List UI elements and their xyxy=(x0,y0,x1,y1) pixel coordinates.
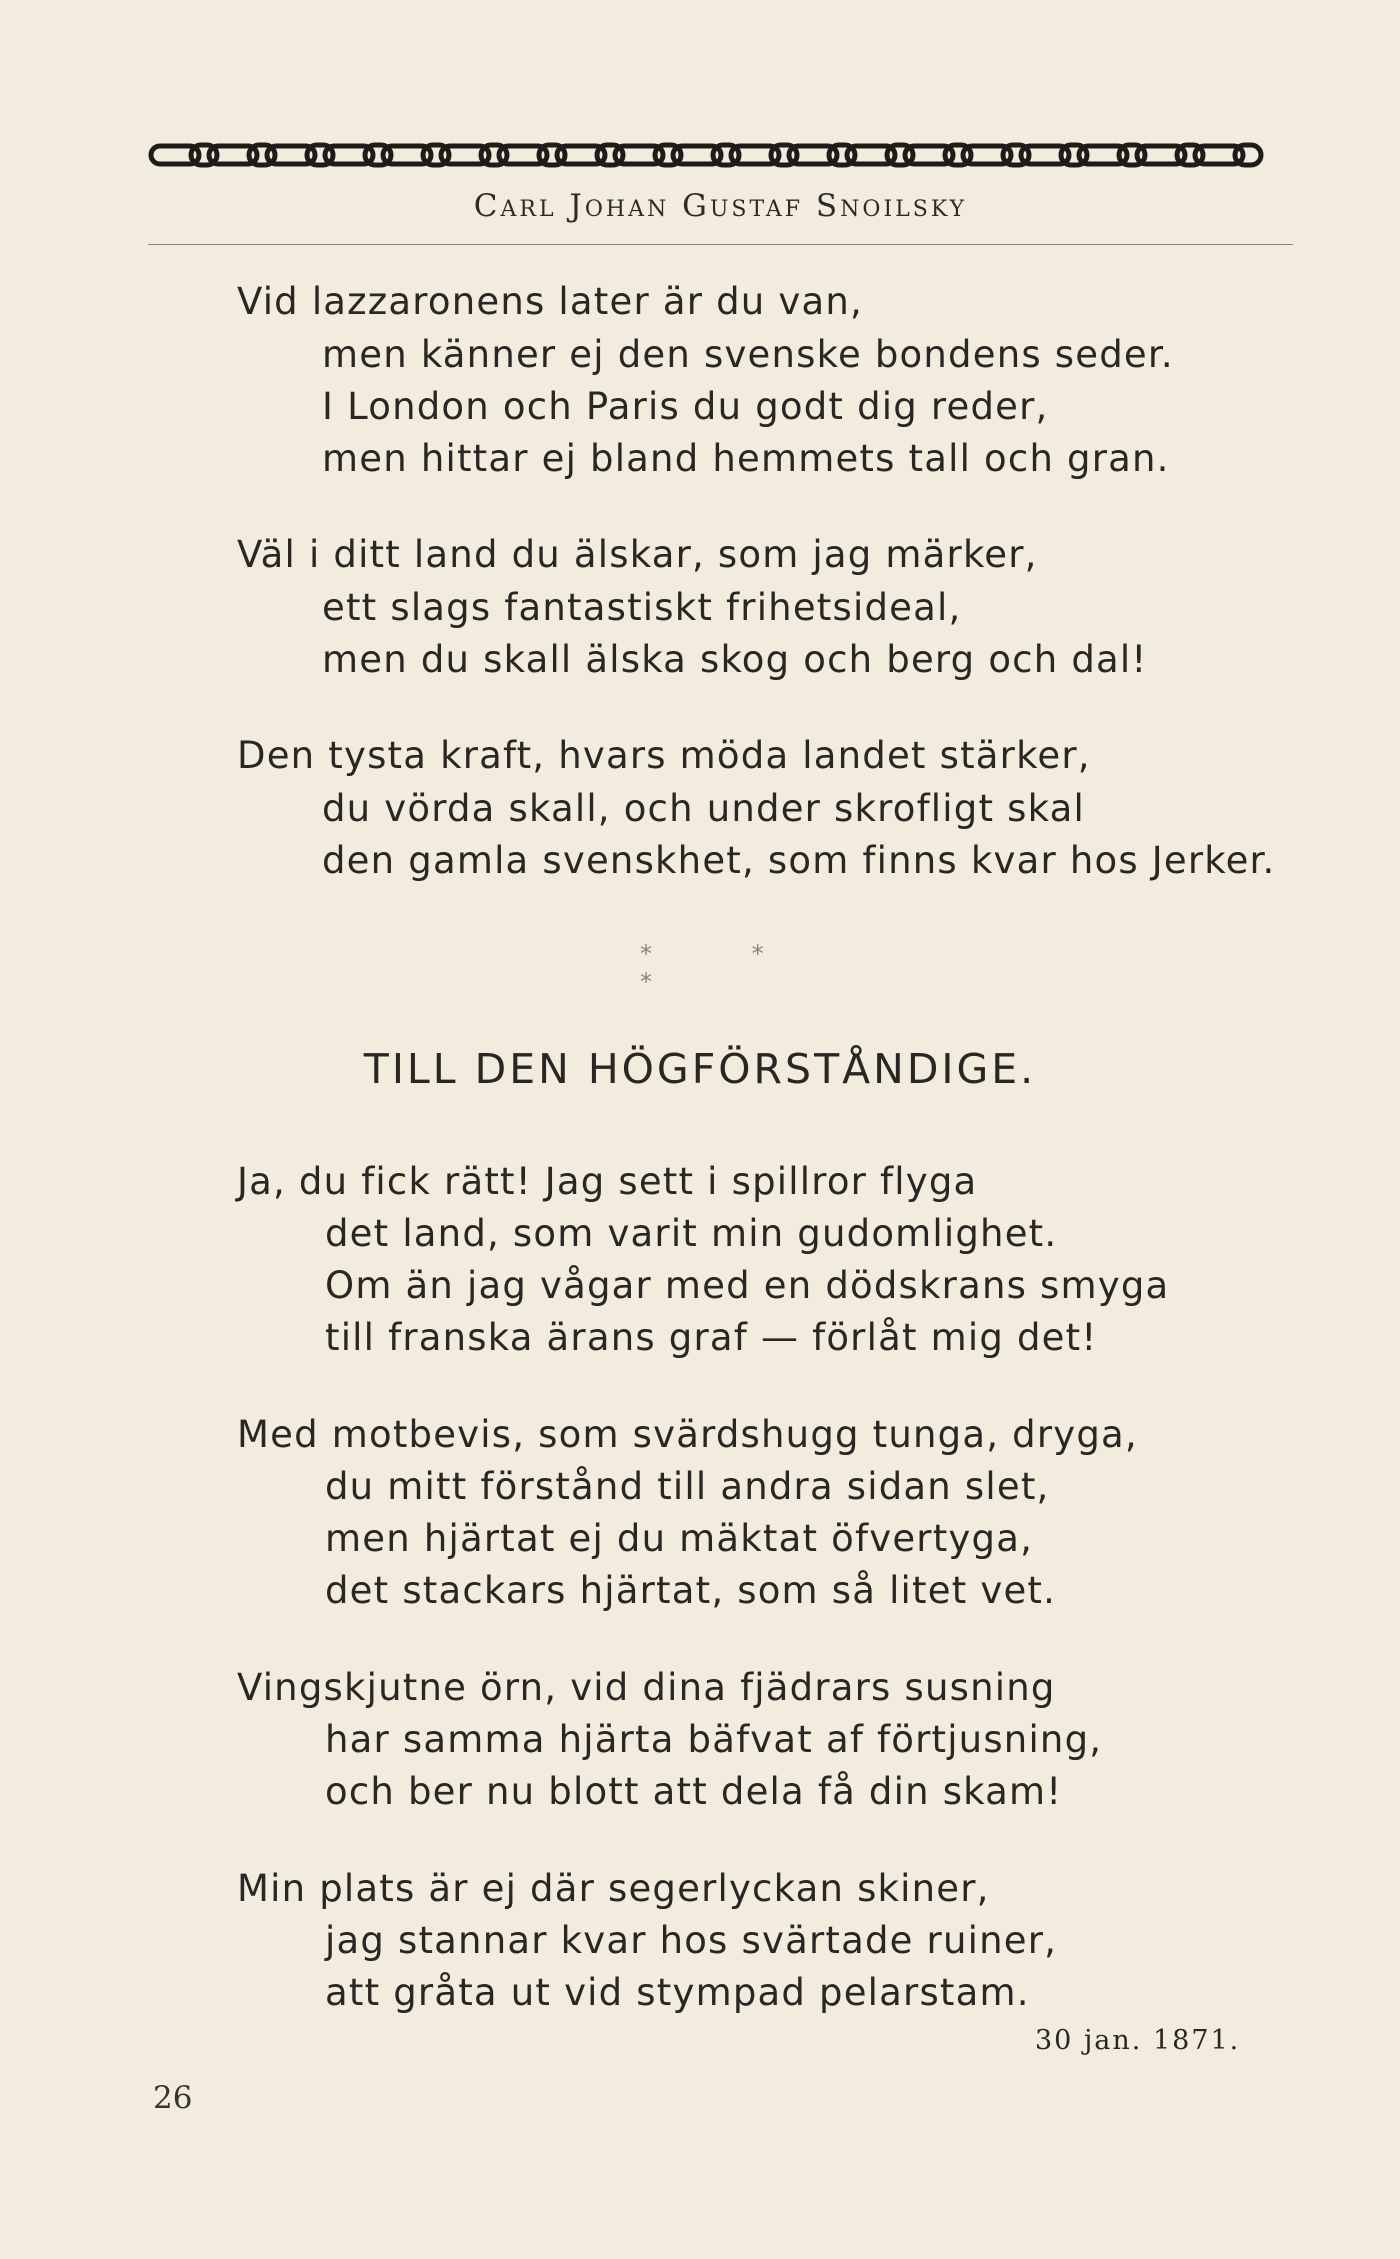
verse-line: Min plats är ej där segerlyckan skiner, xyxy=(237,1867,990,1910)
verse-line: det land, som varit min gudomlighet. xyxy=(325,1212,1058,1255)
header-rule xyxy=(148,244,1293,245)
verse-line: Med motbevis, som svärdshugg tunga, dryga, xyxy=(237,1413,1138,1456)
verse-line: till franska ärans graf — förlåt mig det! xyxy=(325,1316,1098,1359)
verse-line: men du skall älska skog och berg och dal! xyxy=(322,638,1148,681)
chain-ornament xyxy=(148,140,1293,170)
verse-line: att gråta ut vid stympad pelarstam. xyxy=(325,1971,1030,2014)
poem-date: 30 jan. 1871. xyxy=(1035,2025,1241,2056)
poem-title: TILL DEN HÖGFÖRSTÅNDIGE. xyxy=(363,1045,1037,1093)
running-header-author: Carl Johan Gustaf Snoilsky xyxy=(473,188,968,224)
verse-line: har samma hjärta bäfvat af förtjusning, xyxy=(325,1718,1103,1761)
verse-line: ett slags fantastiskt frihetsideal, xyxy=(322,586,962,629)
chain-link xyxy=(1235,145,1261,165)
verse-line: men hjärtat ej du mäktat öfvertyga, xyxy=(325,1517,1034,1560)
verse-line: Om än jag vågar med en dödskrans smyga xyxy=(325,1264,1170,1307)
verse-line: Den tysta kraft, hvars möda landet stärker, xyxy=(237,734,1091,777)
verse-line: Vingskjutne örn, vid dina fjädrars susning xyxy=(237,1666,1056,1709)
verse-line: jag stannar kvar hos svärtade ruiner, xyxy=(325,1919,1058,1962)
verse-line: du mitt förstånd till andra sidan slet, xyxy=(325,1465,1050,1508)
section-separator: * * * xyxy=(640,940,810,996)
verse-line: men hittar ej bland hemmets tall och gran. xyxy=(322,437,1170,480)
verse-line: den gamla svenskhet, som finns kvar hos Jerker. xyxy=(322,839,1276,882)
verse-line: Väl i ditt land du älskar, som jag märker, xyxy=(237,533,1038,576)
verse-line: Vid lazzaronens later är du van, xyxy=(237,280,863,323)
verse-line: men känner ej den svenske bondens seder. xyxy=(322,333,1174,376)
verse-line: Ja, du fick rätt! Jag sett i spillror flyga xyxy=(237,1160,978,1203)
verse-line: I London och Paris du godt dig reder, xyxy=(322,385,1049,428)
verse-line: det stackars hjärtat, som så litet vet. xyxy=(325,1569,1057,1612)
verse-line: och ber nu blott att dela få din skam! xyxy=(325,1770,1063,1813)
page-number: 26 xyxy=(153,2080,193,2116)
verse-line: du vörda skall, och under skrofligt skal xyxy=(322,787,1085,830)
